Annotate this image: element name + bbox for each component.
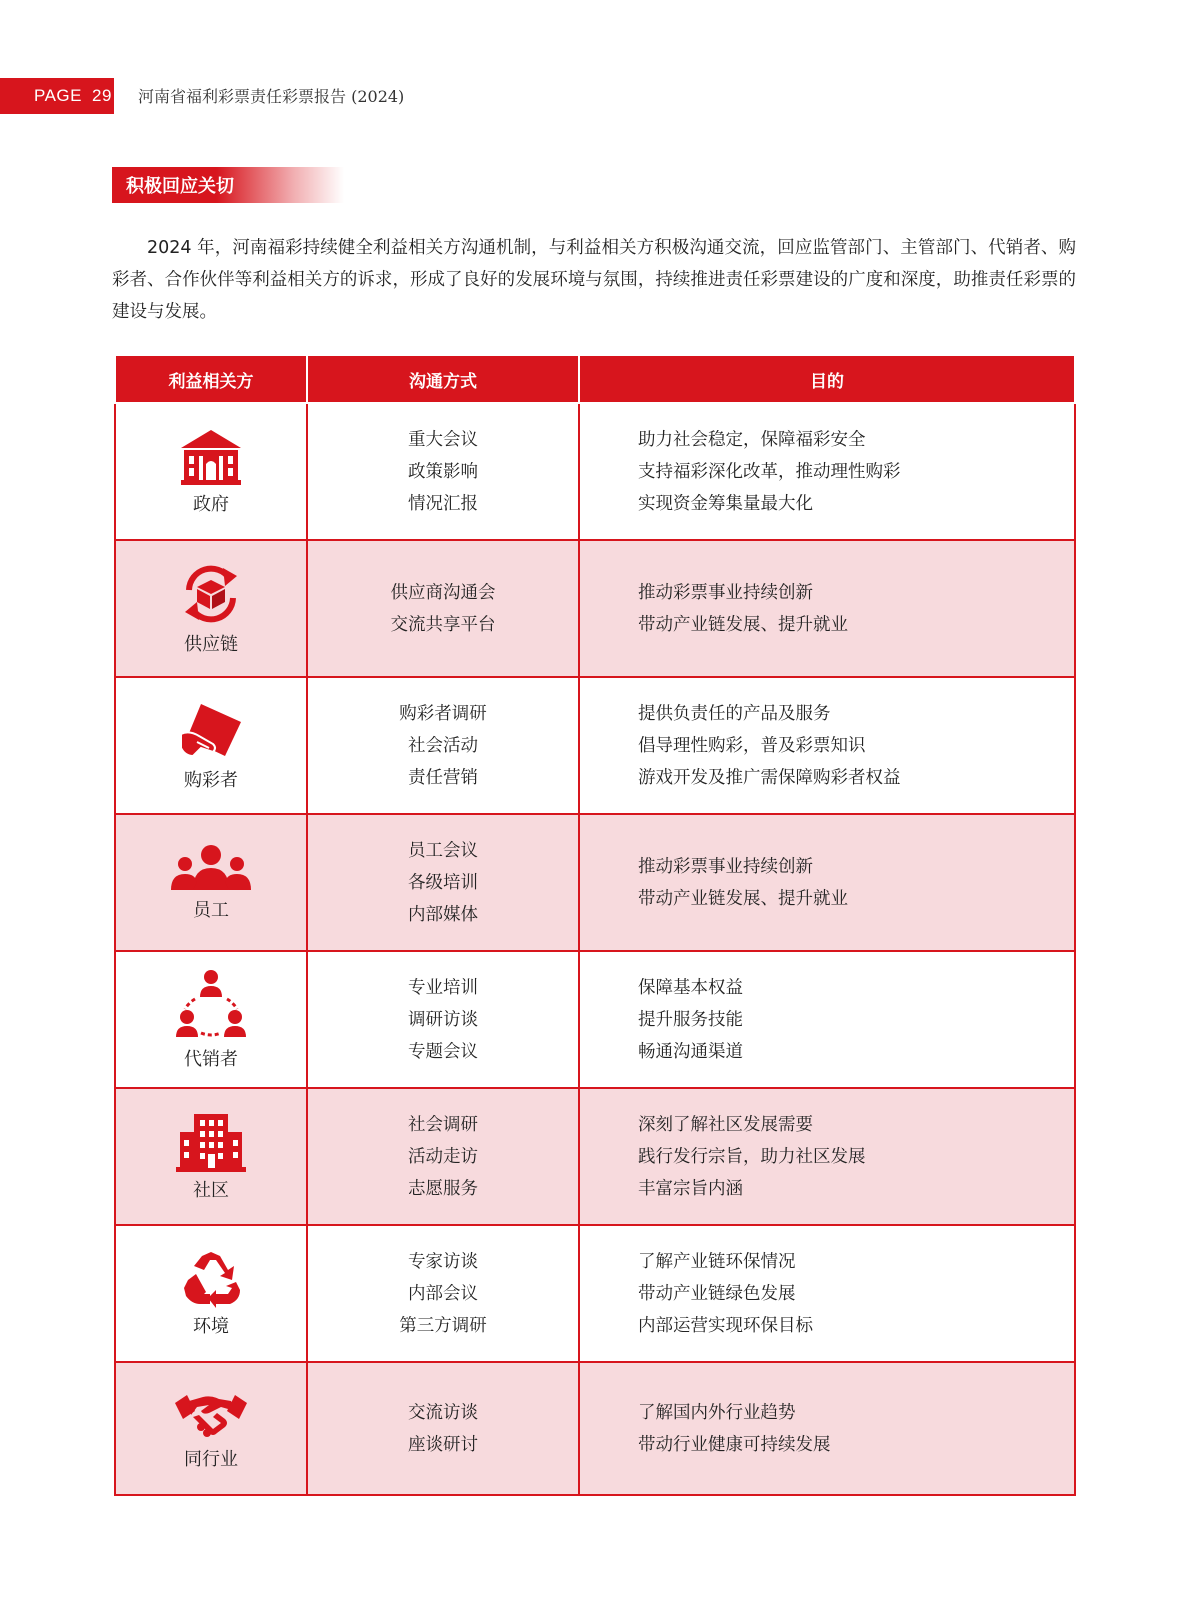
method-cell: [307, 403, 579, 540]
page-number: 29: [91, 86, 112, 105]
method-item: 专家访谈: [408, 1251, 478, 1272]
purpose-item: 提供负责任的产品及服务: [638, 703, 831, 724]
method-item: 志愿服务: [408, 1178, 478, 1199]
purpose-item: 内部运营实现环保目标: [638, 1315, 813, 1336]
purpose-cell: [579, 403, 1075, 540]
method-item: 专题会议: [408, 1041, 478, 1062]
stakeholder-name: 环境: [193, 1315, 229, 1337]
method-item: 供应商沟通会: [390, 582, 496, 603]
stakeholder-name: 供应链: [184, 633, 238, 655]
page-number-tab: [0, 78, 114, 114]
method-cell: [307, 540, 579, 677]
method-cell: [307, 814, 579, 951]
purpose-cell: [579, 814, 1075, 951]
method-item: 交流访谈: [408, 1402, 478, 1423]
community-buildings-icon: [176, 1112, 246, 1172]
method-cell: [307, 1225, 579, 1362]
method-item: 各级培训: [408, 872, 478, 893]
purpose-cell: [579, 677, 1075, 814]
method-item: 员工会议: [408, 840, 478, 861]
purpose-item: 提升服务技能: [638, 1009, 743, 1030]
method-item: 责任营销: [408, 767, 478, 788]
report-title: 河南省福利彩票责任彩票报告 (2024): [138, 87, 405, 106]
employees-group-icon: [169, 844, 253, 892]
method-cell: [307, 677, 579, 814]
stakeholder-cell: [115, 814, 307, 951]
method-item: 情况汇报: [408, 493, 478, 514]
method-item: 内部媒体: [408, 904, 478, 925]
stakeholder-cell: [115, 403, 307, 540]
purpose-item: 实现资金筹集量最大化: [638, 493, 813, 514]
stakeholder-cell: [115, 1362, 307, 1495]
table-row: [115, 951, 1075, 1088]
purpose-item: 倡导理性购彩，普及彩票知识: [638, 735, 866, 756]
table-row: [115, 814, 1075, 951]
method-item: 社会调研: [408, 1114, 478, 1135]
table-header-row: [115, 355, 1075, 403]
method-item: 活动走访: [408, 1146, 478, 1167]
stakeholder-cell: [115, 951, 307, 1088]
purpose-cell: [579, 540, 1075, 677]
stakeholder-name: 员工: [193, 899, 229, 921]
method-item: 专业培训: [408, 977, 478, 998]
purpose-item: 带动产业链绿色发展: [638, 1283, 796, 1304]
stakeholder-cell: [115, 1225, 307, 1362]
header-method: 沟通方式: [307, 355, 579, 403]
network-people-icon: [173, 969, 249, 1041]
stakeholder-name: 政府: [193, 493, 229, 515]
header-purpose: 目的: [579, 355, 1075, 403]
purpose-item: 丰富宗旨内涵: [638, 1178, 743, 1199]
stakeholder-table: [114, 354, 1076, 1496]
purpose-item: 带动产业链发展、提升就业: [638, 888, 848, 909]
method-item: 第三方调研: [399, 1315, 487, 1336]
purpose-item: 推动彩票事业持续创新: [638, 856, 813, 877]
table-row: [115, 403, 1075, 540]
purpose-cell: [579, 1088, 1075, 1225]
table-row: [115, 1088, 1075, 1225]
intro-paragraph: 2024 年，河南福彩持续健全利益相关方沟通机制，与利益相关方积极沟通交流，回应监管部门、主管部门、代销者、购彩者、合作伙伴等利益相关方的诉求，形成了良好的发展环境与氛围，持续推进责任彩票建设的广度和深度，助推责任彩票的建设与发展。: [112, 238, 1076, 322]
stakeholder-name: 社区: [193, 1179, 229, 1201]
page-label: PAGE: [34, 86, 82, 105]
recycle-icon: [180, 1250, 242, 1308]
stakeholder-name: 代销者: [184, 1048, 238, 1070]
purpose-item: 带动产业链发展、提升就业: [638, 614, 848, 635]
method-item: 政策影响: [408, 461, 478, 482]
purpose-item: 保障基本权益: [638, 977, 743, 998]
government-building-icon: [179, 428, 243, 486]
method-cell: [307, 951, 579, 1088]
purpose-item: 践行发行宗旨，助力社区发展: [638, 1146, 866, 1167]
stakeholder-cell: [115, 540, 307, 677]
method-item: 交流共享平台: [390, 614, 496, 635]
section-title: 积极回应关切: [112, 167, 344, 203]
hand-ticket-icon: [179, 700, 243, 762]
table-row: [115, 540, 1075, 677]
method-cell: [307, 1088, 579, 1225]
purpose-item: 推动彩票事业持续创新: [638, 582, 813, 603]
stakeholder-name: 购彩者: [184, 769, 238, 791]
stakeholder-cell: [115, 1088, 307, 1225]
header-stakeholder: 利益相关方: [115, 355, 307, 403]
purpose-item: 支持福彩深化改革，推动理性购彩: [638, 461, 901, 482]
purpose-item: 畅通沟通渠道: [638, 1041, 743, 1062]
method-item: 社会活动: [408, 735, 478, 756]
purpose-item: 了解产业链环保情况: [638, 1251, 796, 1272]
method-item: 座谈研讨: [408, 1434, 478, 1455]
method-item: 调研访谈: [408, 1009, 478, 1030]
supply-chain-cycle-icon: [179, 562, 243, 626]
purpose-cell: [579, 951, 1075, 1088]
stakeholder-name: 同行业: [184, 1448, 238, 1470]
purpose-item: 深刻了解社区发展需要: [638, 1114, 813, 1135]
purpose-item: 了解国内外行业趋势: [638, 1402, 796, 1423]
purpose-item: 带动行业健康可持续发展: [638, 1434, 831, 1455]
purpose-cell: [579, 1362, 1075, 1495]
purpose-item: 游戏开发及推广需保障购彩者权益: [638, 767, 901, 788]
stakeholder-cell: [115, 677, 307, 814]
table-row: [115, 1362, 1075, 1495]
table-row: [115, 677, 1075, 814]
handshake-icon: [173, 1387, 249, 1441]
method-cell: [307, 1362, 579, 1495]
method-item: 内部会议: [408, 1283, 478, 1304]
method-item: 购彩者调研: [399, 703, 487, 724]
purpose-cell: [579, 1225, 1075, 1362]
purpose-item: 助力社会稳定，保障福彩安全: [638, 429, 866, 450]
table-row: [115, 1225, 1075, 1362]
method-item: 重大会议: [408, 429, 478, 450]
